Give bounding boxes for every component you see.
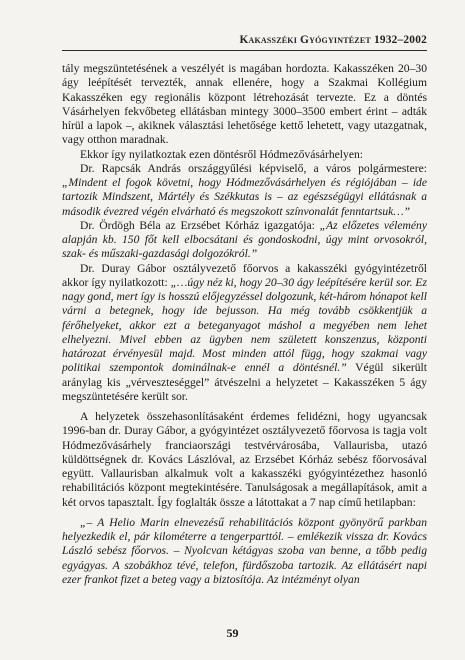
paragraph [62, 162, 427, 219]
body-text [62, 62, 427, 587]
paragraph [62, 516, 427, 587]
speaker-intro: Dr. Ördögh Béla az Erzsébet Kórház igazgatója: [80, 218, 320, 232]
quotation: „Mindent el fogok követni, hogy Hódmezővásárhelyen és régiójában – ide tartozik Mindszent, Mártély és Székkutas is – az egészségügyi ellátásnak a második évezred végén elvárható és megszokott színvonalát fenntartsuk…” [62, 176, 427, 218]
running-header: Kakasszéki Gyógyintézet 1932–2002 [239, 34, 427, 46]
header-rule [62, 50, 427, 51]
paragraph: Ekkor így nyilatkoztak ezen döntésről Hódmezővásárhelyen: [80, 147, 363, 161]
paragraph-tail: Végül sikerült aránylag kis „vérveszteséggel” átvészelni a helyzetet – Kakasszéken 5 ágy megszüntetésére került sor. [62, 361, 427, 403]
quotation: „…úgy néz ki, hogy 20–30 ágy leépítésére kerül sor. Ez nagy gond, mert így is hosszú előjegyzéssel dolgozunk, két-három hónapot kell várni a betegnek, hogy ide bejusson. Ha még tovább csökkentjük a férőhelyeket, akkor ezt a beteganyagot máshol a megyében nem lehet elhelyezni. Mivel ebben az ügyben nem született konszenzus, központi határozat érvényesül majd. Most minden attól függ, hogy szakmai vagy politikai szempontok dominálnak-e ennél a döntésnél.” [62, 275, 427, 375]
paragraph: tály megszüntetésének a veszélyét is magában hordozta. Kakasszéken 20–30 ágy leépítését tervezték, annak ellenére, hogy a Szakmai Kollégium Kakasszéken egy regionális központ létrehozását tervezte. Ez a döntés Vásárhelyen fekvőbeteg ellátásban mintegy 3000–3500 embert érint – adták hírül a lapok –, akiknek választási lehetősége kettő lehetett, vagy utazgatnak, vagy otthon maradnak. [62, 62, 427, 147]
quotation: „Az előzetes vélemény alapján kb. 150 főt kell elbocsátani és gondoskodni, úgy mint orvosokról, szak- és műszaki-gazdasági dolgozókról.” [62, 218, 427, 261]
speaker-intro: Dr. Duray Gábor osztályvezető főorvos a kakasszéki gyógyintézetről akkor így nyilatkozott: [62, 261, 427, 289]
speaker-intro: Dr. Rapcsák András országgyűlési képviselő, a város polgármestere: [80, 161, 427, 175]
paragraph: A helyzetek összehasonlításaként érdemes felidézni, hogy ugyancsak 1996-ban dr. Duray Gábor, a gyógyintézet osztályvezető főorvosa is tagja volt Hódmezővásárhely franciaországi testvérvárosába, Vallaurisba, utazó küldöttségnek dr. Kovács Lászlóval, az Erzsébet Kórház sebész főorvosával együtt. Vallaurisban alkalmuk volt a kakasszéki gyógyintézethez hasonló rehabilitációs központ megtekintésére. Tanulságosak a megállapítások, amit a két orvos tapasztalt. Így foglalták össze a látottakat a 7 nap című hetilapban: [62, 410, 427, 509]
quotation: „– A Helio Marin elnevezésű rehabilitációs központ gyönyörű parkban helyezkedik el, pár kilométerre a tengerparttól. – emlékezik vissza dr. Kovács László sebész főorvos. – Nyolcvan kétágyas szoba van benne, a tőbb pedig egyágyas. A szobákhoz tévé, telefon, fürdőszoba tartozik. Az ellátásért napi ezer frankot fizet a beteg vagy a biztosítója. Az intézményt olyan [62, 515, 427, 586]
page-number: 59 [226, 626, 239, 640]
paragraph [62, 262, 427, 405]
paragraph [62, 219, 427, 262]
